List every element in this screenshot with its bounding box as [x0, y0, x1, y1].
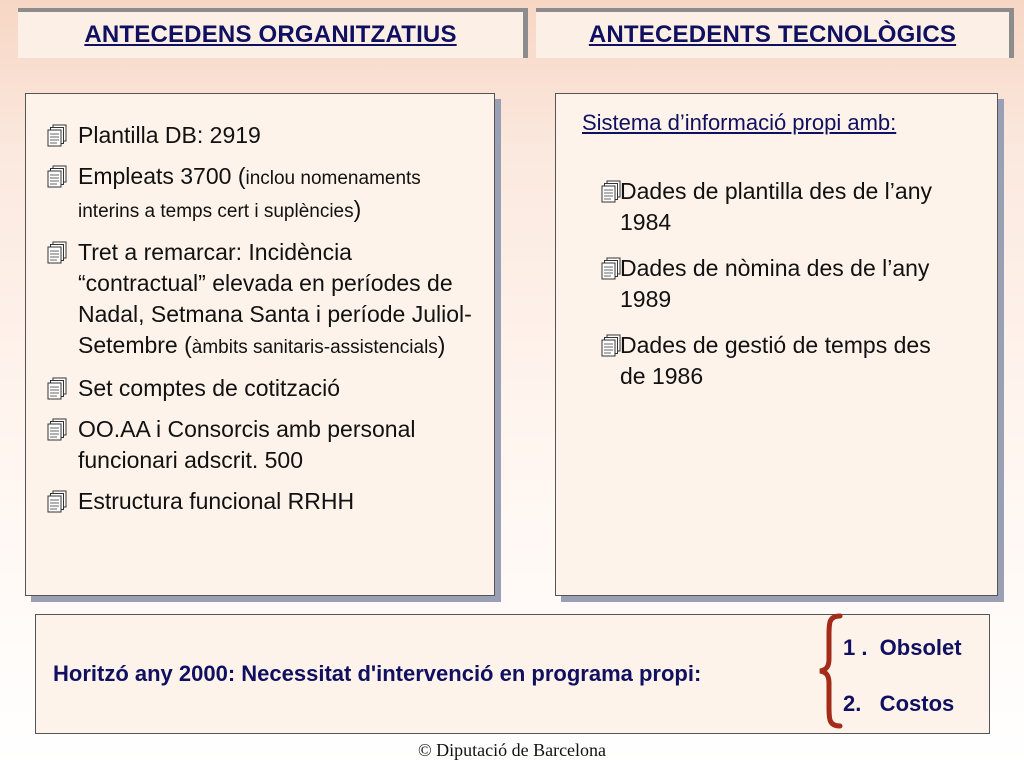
stacked-papers-icon	[46, 165, 68, 189]
list-item	[44, 120, 484, 151]
item-text: Dades de gestió de temps des de 1986	[620, 332, 931, 389]
item-note: inclou nomenaments interins a temps cert i suplències	[78, 168, 421, 222]
item-text: OO.AA i Consorcis amb personal funcionari adscrit. 500	[78, 416, 416, 473]
item-text: Dades de nòmina des de l’any 1989	[620, 255, 930, 312]
technological-list	[602, 176, 962, 407]
stacked-papers-icon	[46, 377, 68, 401]
technological-intro: Sistema d’informació propi amb:	[582, 110, 897, 135]
header-organizational-title: ANTECEDENS ORGANITZATIUS	[84, 21, 457, 48]
stacked-papers-icon	[46, 490, 68, 514]
stacked-papers-icon	[46, 124, 68, 148]
stacked-papers-icon	[600, 180, 622, 204]
header-technological	[536, 8, 1014, 58]
list-item	[44, 161, 484, 227]
list-item	[44, 237, 484, 363]
horizon-box	[35, 614, 990, 734]
stacked-papers-icon	[600, 257, 622, 281]
item-text: Empleats 3700 (	[78, 163, 246, 189]
list-item	[44, 373, 484, 404]
footer-copyright: © Diputació de Barcelona	[417, 740, 607, 760]
item-text: Estructura funcional RRHH	[78, 488, 355, 514]
header-organizational	[18, 8, 528, 58]
horizon-statement: Horitzó any 2000: Necessitat d'intervenció en programa propi:	[53, 661, 702, 686]
stacked-papers-icon	[46, 418, 68, 442]
technological-panel	[555, 93, 998, 596]
item-text: Tret a remarcar: Incidència “contractual” elevada en períodes de Nadal, Setmana Santa i període Juliol-Setembre (	[78, 239, 472, 358]
stacked-papers-icon	[600, 334, 622, 358]
item-text: Plantilla DB: 2919	[78, 122, 261, 148]
option-obsolete: 1 . Obsolet	[843, 635, 962, 660]
list-item	[44, 486, 484, 517]
item-note: àmbits sanitaris-assistencials	[191, 337, 438, 358]
item-text-end: )	[437, 332, 446, 358]
organizational-panel	[25, 93, 495, 596]
list-item	[602, 253, 962, 315]
item-text-end: )	[353, 196, 362, 222]
list-item	[602, 330, 962, 392]
header-technological-title: ANTECEDENTS TECNOLÒGICS	[588, 21, 957, 48]
organizational-list	[44, 120, 484, 527]
item-text: Set comptes de cotització	[78, 375, 341, 401]
list-item	[44, 414, 484, 476]
stacked-papers-icon	[46, 241, 68, 265]
option-costs: 2. Costos	[843, 691, 955, 716]
list-item	[602, 176, 962, 238]
item-text: Dades de plantilla des de l’any 1984	[620, 178, 932, 235]
left-brace-icon	[816, 613, 846, 729]
